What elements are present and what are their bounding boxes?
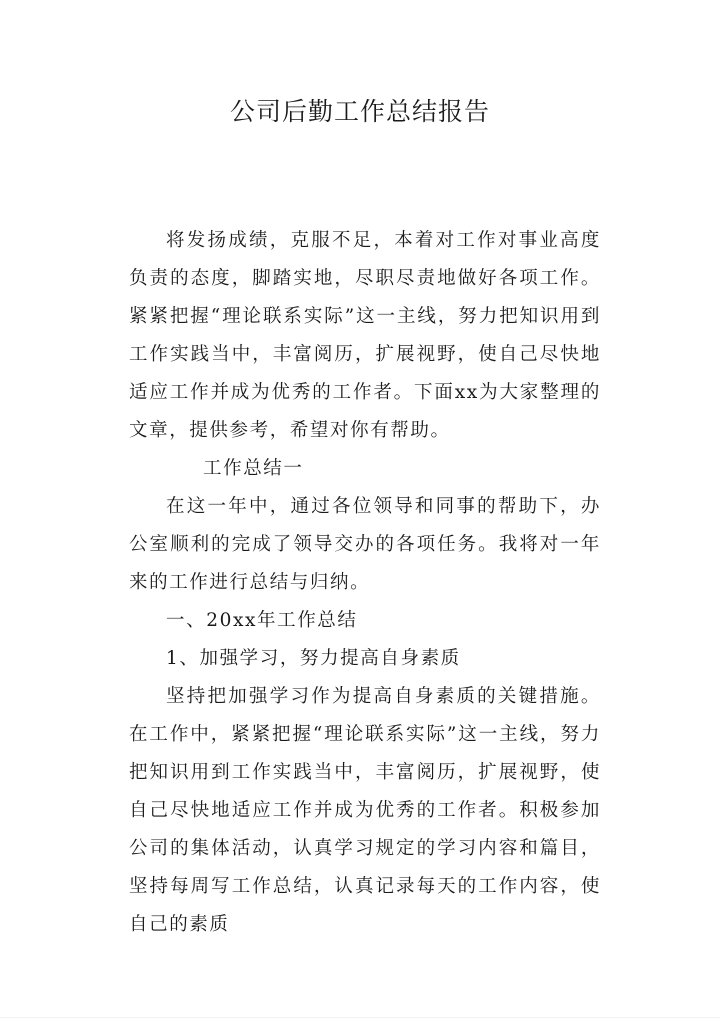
study-paragraph: 坚持把加强学习作为提高自身素质的关键措施。在工作中，紧紧把握“理论联系实际”这一主线，努力把知识用到工作实践当中，丰富阅历，扩展视野，使自己尽快地适应工作并成为优秀的工作者。积极参加公司的集体活动，认真学习规定的学习内容和篇目，坚持每周写工作总结，认真记录每天的工作内容，使自己的素质 — [129, 686, 601, 935]
document-title: 公司后勤工作总结报告 — [229, 97, 490, 126]
summary-one-paragraph: 在这一年中，通过各位领导和同事的帮助下，办公室顺利的完成了领导交办的各项任务。我将对一年来的工作进行总结与归纳。 — [129, 496, 601, 593]
section-heading-summary-one: 工作总结一 — [203, 458, 304, 479]
intro-paragraph: 将发扬成绩，克服不足，本着对工作对事业高度负责的态度，脚踏实地，尽职尽责地做好各项工作。紧紧把握“理论联系实际”这一主线，努力把知识用到工作实践当中，丰富阅历，扩展视野，使自己尽快地适应工作并成为优秀的工作者。下面xx为大家整理的文章，提供参考，希望对你有帮助。 — [129, 230, 601, 441]
item-heading-study: 1、加强学习，努力提高自身素质 — [166, 648, 461, 669]
document-body — [129, 222, 601, 944]
subsection-heading-year-summary: 一、20xx年工作总结 — [166, 610, 358, 631]
